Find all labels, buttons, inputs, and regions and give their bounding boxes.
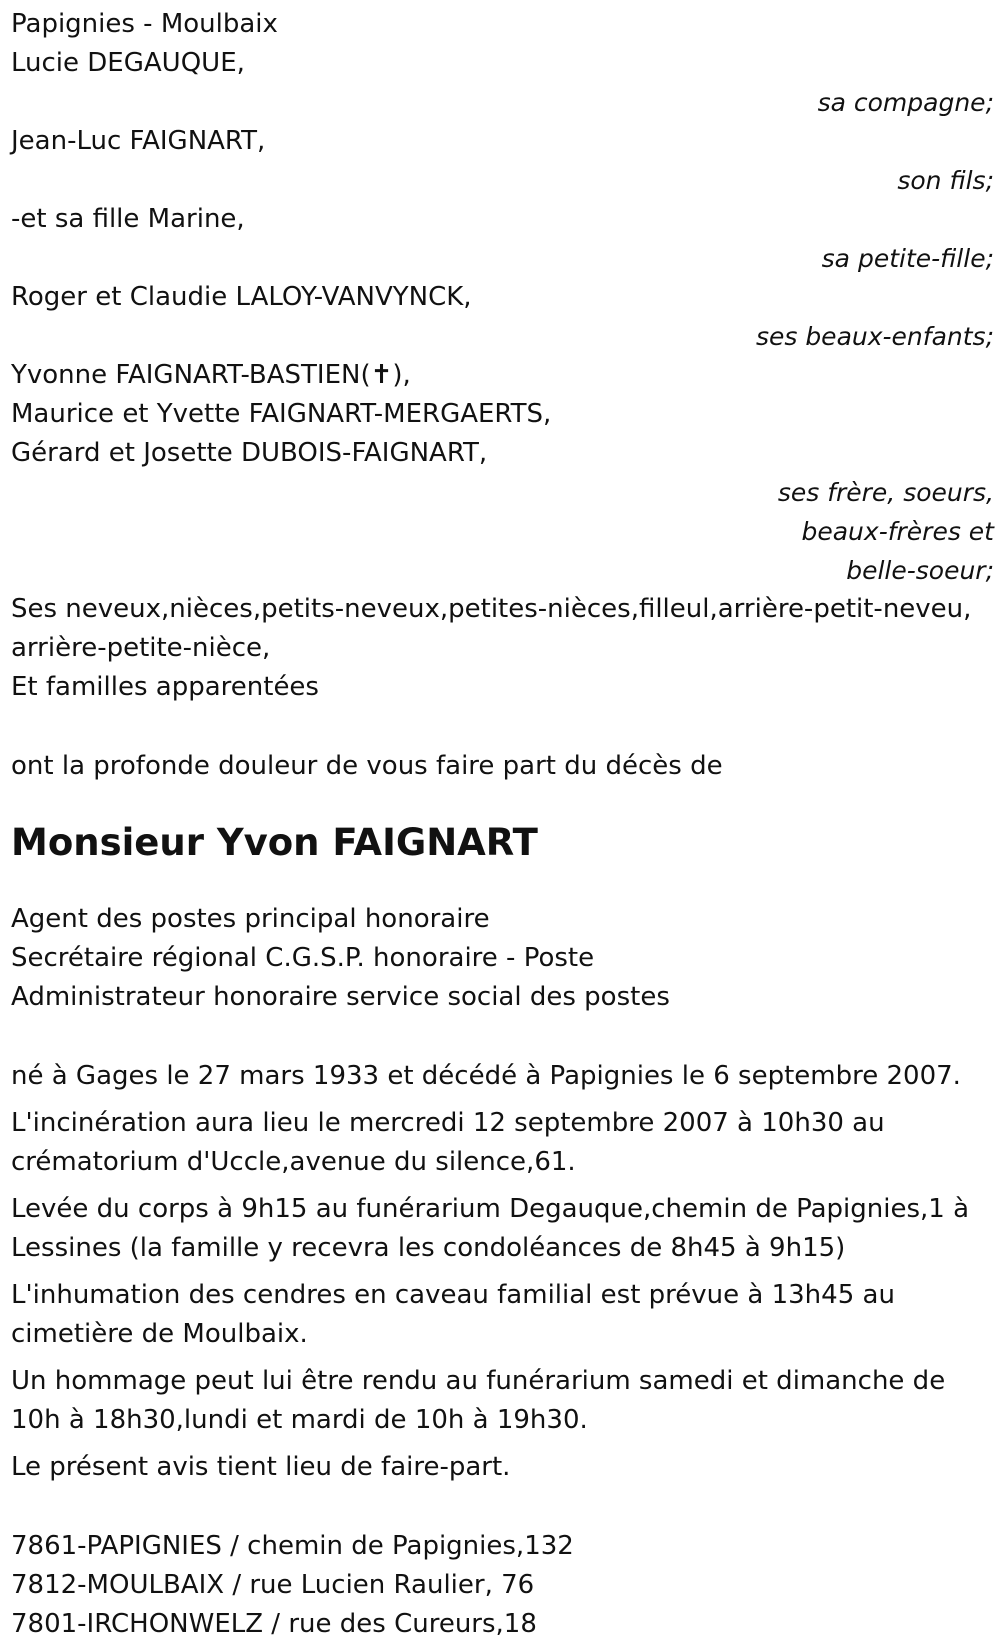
family-role: son fils; — [897, 166, 994, 195]
relatives-line: Ses neveux,nièces,petits-neveux,petites-nièces,filleul,arrière-petit-neveu, — [11, 594, 972, 624]
detail-paragraph — [11, 1276, 991, 1354]
family-names: Yvonne FAIGNART-BASTIEN(✝), — [11, 360, 411, 390]
family-names: Maurice et Yvette FAIGNART-MERGAERTS, — [11, 399, 552, 429]
family-role: sa petite-fille; — [821, 244, 994, 273]
title-line: Agent des postes principal honoraire — [11, 904, 490, 934]
family-role: belle-soeur; — [846, 556, 994, 585]
detail-paragraph — [11, 1057, 991, 1096]
detail-line: Lessines (la famille y recevra les condoléances de 8h45 à 9h15) — [11, 1233, 846, 1263]
detail-line: Levée du corps à 9h15 au funérarium Degauque,chemin de Papignies,1 à — [11, 1194, 970, 1224]
detail-paragraph — [11, 1362, 991, 1440]
detail-paragraph — [11, 1190, 991, 1268]
address-line: 7801-IRCHONWELZ / rue des Cureurs,18 — [11, 1609, 537, 1639]
family-names: Gérard et Josette DUBOIS-FAIGNART, — [11, 438, 488, 468]
family-group — [11, 356, 994, 590]
family-names: Jean-Luc FAIGNART, — [11, 126, 266, 156]
relatives-line: arrière-petite-nièce, — [11, 633, 271, 663]
detail-line: cimetière de Moulbaix. — [11, 1319, 308, 1349]
detail-line: crématorium d'Uccle,avenue du silence,61. — [11, 1147, 576, 1177]
family-names: Lucie DEGAUQUE, — [11, 48, 245, 78]
detail-line: 10h à 18h30,lundi et mardi de 10h à 19h30. — [11, 1405, 588, 1435]
detail-line: L'inhumation des cendres en caveau familial est prévue à 13h45 au — [11, 1280, 895, 1310]
relatives-line: Et familles apparentées — [11, 672, 319, 702]
family-group — [11, 200, 994, 278]
deceased-name: Monsieur Yvon FAIGNART — [11, 821, 538, 864]
relatives-block — [11, 590, 991, 707]
detail-line: Un hommage peut lui être rendu au funérarium samedi et dimanche de — [11, 1366, 946, 1396]
family-names: -et sa fille Marine, — [11, 204, 245, 234]
detail-line: Le présent avis tient lieu de faire-part. — [11, 1452, 511, 1482]
family-group — [11, 278, 994, 356]
detail-line: L'incinération aura lieu le mercredi 12 septembre 2007 à 10h30 au — [11, 1108, 885, 1138]
details-block — [11, 1057, 991, 1487]
deceased-titles — [11, 900, 991, 1017]
family-group — [11, 44, 994, 122]
family-role: ses beaux-enfants; — [755, 322, 994, 351]
detail-line: né à Gages le 27 mars 1933 et décédé à Papignies le 6 septembre 2007. — [11, 1061, 961, 1091]
address-line: 7861-PAPIGNIES / chemin de Papignies,132 — [11, 1531, 574, 1561]
family-role: sa compagne; — [817, 88, 994, 117]
family-names: Roger et Claudie LALOY-VANVYNCK, — [11, 282, 472, 312]
address-line: 7812-MOULBAIX / rue Lucien Raulier, 76 — [11, 1570, 535, 1600]
title-line: Secrétaire régional C.G.S.P. honoraire - Poste — [11, 943, 595, 973]
detail-paragraph — [11, 1448, 991, 1487]
addresses-block — [11, 1527, 991, 1644]
family-group — [11, 122, 994, 200]
announcement-line: ont la profonde douleur de vous faire part du décès de — [11, 751, 723, 781]
title-line: Administrateur honoraire service social des postes — [11, 982, 670, 1012]
detail-paragraph — [11, 1104, 991, 1182]
obituary-notice — [11, 5, 994, 1644]
location-line: Papignies - Moulbaix — [11, 9, 278, 39]
family-role: beaux-frères et — [801, 517, 994, 546]
family-role: ses frère, soeurs, — [777, 478, 994, 507]
